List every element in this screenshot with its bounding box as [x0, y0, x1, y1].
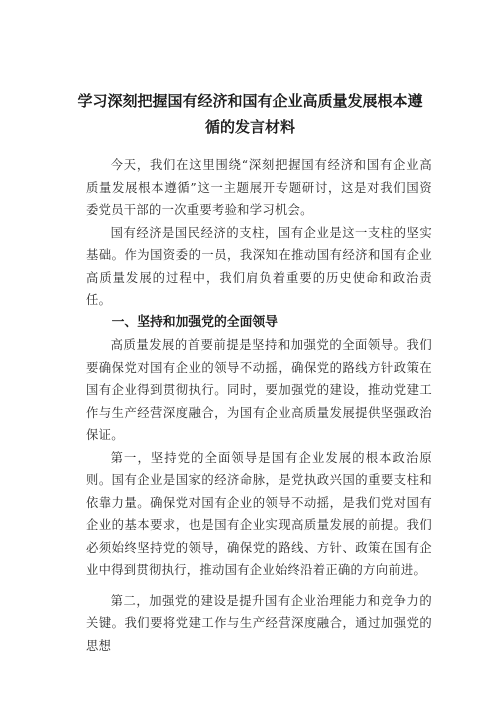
- intro-paragraph-1: 今天，我们在这里围绕“深刻把握国有经济和国有企业高质量发展根本遵循”这一主题展开专题研讨，这是对我们国资委党员干部的一次重要考验和学习机会。: [86, 158, 432, 217]
- paragraph-gap: [86, 582, 432, 590]
- document-title-line-2: 循的发言材料: [204, 118, 295, 136]
- document-title-line-1: 学习深刻把握国有经济和国有企业高质量发展根本遵: [77, 92, 423, 110]
- intro-paragraph-2: 国有经济是国民经济的支柱，国有企业是这一支柱的坚实基础。作为国资委的一员，我深知在推动国有经济和国有企业高质量发展的过程中，我们肩负着重要的历史使命和政治责任。: [86, 225, 432, 307]
- section1-paragraph-3: 第二，加强党的建设是提升国有企业治理能力和竞争力的关键。我们要将党建工作与生产经营深度融合，通过加强党的思想: [86, 593, 432, 653]
- section-heading-1: 一、坚持和加强党的全面领导: [111, 314, 278, 330]
- section1-paragraph-1: 高质量发展的首要前提是坚持和加强党的全面领导。我们要确保党对国有企业的领导不动摇，确保党的路线方针政策在国有企业得到贯彻执行。同时，要加强党的建设，推动党建工作与生产经营深度融合，为国有企业高质量发展提供坚强政治保证。: [86, 338, 432, 442]
- document-body: [86, 154, 432, 657]
- section1-paragraph-2: 第一，坚持党的全面领导是国有企业发展的根本政治原则。国有企业是国家的经济命脉，是党执政兴国的重要支柱和依靠力量。确保党对国有企业的领导不动摇，是我们党对国有企业的基本要求，也是国有企业实现高质量发展的前提。我们必须始终坚持党的领导，确保党的路线、方针、政策在国有企业中得到贯彻执行，推动国有企业始终沿着正确的方向前进。: [86, 450, 432, 577]
